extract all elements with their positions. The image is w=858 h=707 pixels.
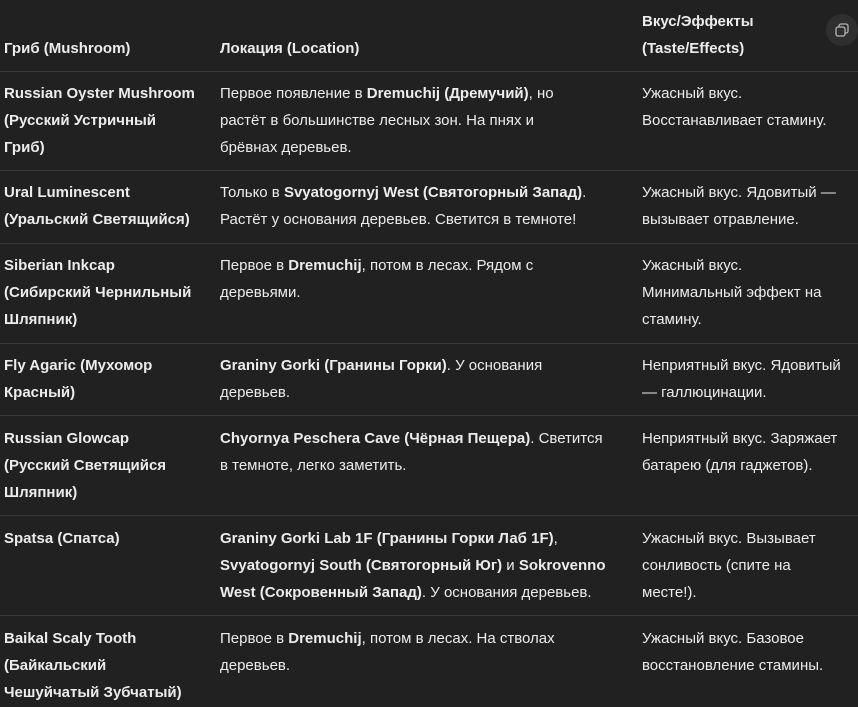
location-text: Первое появление в bbox=[220, 85, 367, 102]
header-location: Локация (Location) bbox=[220, 40, 360, 57]
mushroom-name: Russian Oyster Mushroom (Русский Устричный Гриб) bbox=[4, 85, 195, 156]
mushroom-name: Ural Luminescent (Уральский Светящийся) bbox=[4, 184, 190, 228]
copy-icon bbox=[835, 23, 849, 37]
location-highlight: Sokrovenno West (Сокровенный Запад) bbox=[220, 557, 606, 601]
mushroom-location bbox=[216, 425, 638, 515]
table-row bbox=[0, 416, 858, 516]
location-text: . Светится в темноте, легко заметить. bbox=[220, 430, 603, 474]
table-row bbox=[0, 244, 858, 344]
mushroom-location bbox=[216, 525, 638, 615]
mushroom-name: Spatsa (Спатса) bbox=[4, 530, 120, 547]
mushroom-effects: Неприятный вкус. Заряжает батарею (для гаджетов). bbox=[642, 430, 838, 474]
copy-table-button[interactable] bbox=[826, 14, 858, 46]
mushroom-name: Siberian Inkcap (Сибирский Чернильный Шляпник) bbox=[4, 257, 192, 328]
location-text: и bbox=[502, 557, 519, 574]
location-text: . У основания деревьев. bbox=[421, 584, 592, 601]
mushroom-effects: Ужасный вкус. Минимальный эффект на стамину. bbox=[642, 257, 822, 328]
table-row bbox=[0, 72, 858, 171]
table-row bbox=[0, 516, 858, 616]
location-text: Первое в bbox=[220, 257, 289, 274]
mushroom-location bbox=[216, 625, 638, 707]
mushroom-location bbox=[216, 80, 638, 170]
location-text: . Растёт у основания деревьев. Светится в темноте! bbox=[220, 184, 587, 228]
location-highlight: Chyornya Peschera Cave (Чёрная Пещера) bbox=[220, 430, 531, 447]
location-text: , потом в лесах. Рядом с деревьями. bbox=[220, 257, 534, 301]
mushroom-effects: Ужасный вкус. Восстанавливает стамину. bbox=[642, 85, 827, 129]
mushroom-effects: Неприятный вкус. Ядовитый — галлюцинации. bbox=[642, 357, 841, 401]
location-highlight: Dremuchij (Дремучий) bbox=[366, 85, 529, 102]
location-text: , потом в лесах. На стволах деревьев. bbox=[220, 630, 555, 674]
mushroom-effects: Ужасный вкус. Базовое восстановление стамины. bbox=[642, 630, 824, 674]
location-text: , но растёт в большинстве лесных зон. На пнях и брёвнах деревьев. bbox=[220, 85, 554, 156]
table-header-row bbox=[0, 0, 858, 72]
location-highlight: Graniny Gorki (Гранины Горки) bbox=[220, 357, 447, 374]
mushroom-name: Russian Glowcap (Русский Светящийся Шляпник) bbox=[4, 430, 167, 501]
mushroom-location bbox=[216, 179, 638, 243]
mushroom-location bbox=[216, 252, 638, 343]
location-highlight: Graniny Gorki Lab 1F (Гранины Горки Лаб 1F) bbox=[220, 530, 554, 547]
mushroom-location bbox=[216, 352, 638, 415]
mushroom-name: Baikal Scaly Tooth (Байкальский Чешуйчатый Зубчатый) bbox=[4, 630, 182, 701]
header-effects: Вкус/Эффекты (Taste/Effects) bbox=[642, 13, 754, 57]
location-text: Первое в bbox=[220, 630, 289, 647]
table-row bbox=[0, 616, 858, 707]
location-text: , bbox=[553, 530, 558, 547]
location-text: Только в bbox=[220, 184, 284, 201]
header-mushroom: Гриб (Mushroom) bbox=[4, 40, 131, 57]
table-row bbox=[0, 171, 858, 244]
table-row bbox=[0, 344, 858, 416]
location-highlight: Svyatogornyj West (Святогорный Запад) bbox=[283, 184, 583, 201]
mushroom-effects: Ужасный вкус. Вызывает сонливость (спите на месте!). bbox=[642, 530, 816, 601]
location-highlight: Dremuchij bbox=[288, 630, 362, 647]
location-highlight: Svyatogornyj South (Святогорный Юг) bbox=[220, 557, 503, 574]
mushroom-effects: Ужасный вкус. Ядовитый — вызывает отравление. bbox=[642, 184, 836, 228]
mushroom-name: Fly Agaric (Мухомор Красный) bbox=[4, 357, 153, 401]
location-highlight: Dremuchij bbox=[288, 257, 362, 274]
location-text: . У основания деревьев. bbox=[220, 357, 543, 401]
